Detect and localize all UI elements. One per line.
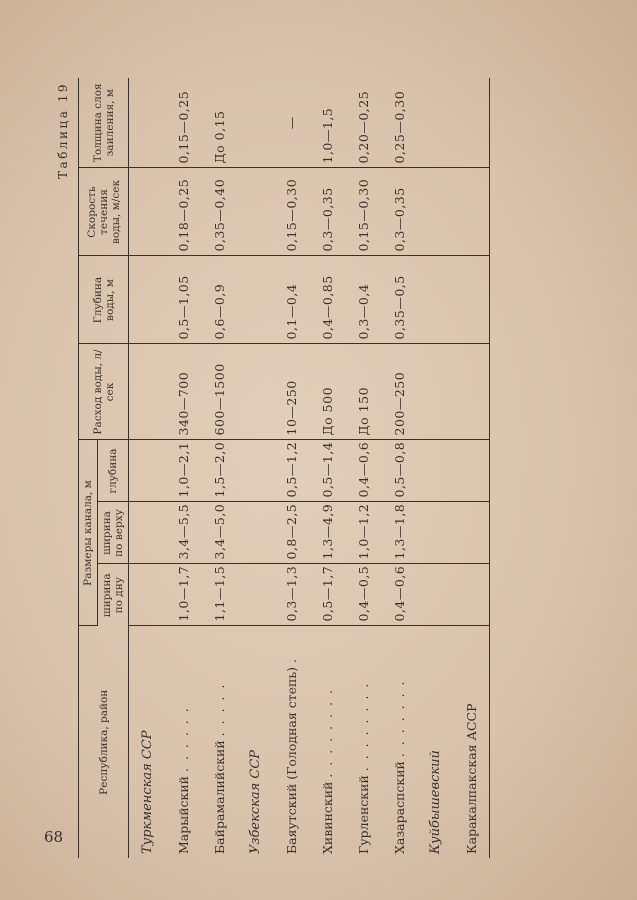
top-width-cell: 0,8—2,5 — [273, 502, 309, 564]
flow-rate-cell — [453, 344, 490, 440]
region-name: Баяутский (Голодная степь) — [283, 666, 299, 854]
flow-rate-cell: До 150 — [345, 344, 381, 440]
leader-dots: . . . . . . . . — [319, 688, 335, 778]
top-width-cell: 1,3—1,8 — [381, 502, 417, 564]
silt-thickness-cell: 0,25—0,30 — [381, 78, 417, 168]
velocity-cell — [453, 168, 490, 256]
section-row — [237, 78, 273, 858]
region-cell — [309, 626, 345, 858]
silt-thickness-cell: До 0,15 — [201, 78, 237, 168]
header-bottom-width: ширина по дну — [98, 564, 129, 626]
depth-cell: 0,5—1,2 — [273, 440, 309, 502]
top-width-cell: 1,0—1,2 — [345, 502, 381, 564]
depth-cell: 0,5—0,8 — [381, 440, 417, 502]
header-row-1 — [79, 78, 98, 858]
flow-rate-cell: 10—250 — [273, 344, 309, 440]
header-velocity: Скорость течения воды, м/сек — [79, 168, 129, 256]
bottom-width-cell: 1,0—1,7 — [165, 564, 201, 626]
bottom-width-cell: 0,3—1,3 — [273, 564, 309, 626]
velocity-cell: 0,3—0,35 — [309, 168, 345, 256]
table-row — [165, 78, 201, 858]
depth-cell: 0,5—1,4 — [309, 440, 345, 502]
velocity-cell: 0,18—0,25 — [165, 168, 201, 256]
depth-cell: 0,4—0,6 — [345, 440, 381, 502]
top-width-cell: 3,4—5,0 — [201, 502, 237, 564]
rotated-table-block — [58, 78, 618, 858]
table-title: Таблица 19 — [56, 82, 70, 179]
water-depth-cell: 0,1—0,4 — [273, 256, 309, 344]
leader-dots: . . . . . . — [175, 706, 191, 772]
region-cell — [273, 626, 309, 858]
silt-thickness-cell: 0,20—0,25 — [345, 78, 381, 168]
header-channel-size: Размеры канала, м — [79, 440, 98, 626]
bottom-width-cell — [453, 564, 490, 626]
region-name: Байрамалийский — [211, 740, 227, 854]
silt-thickness-cell: 1,0—1,5 — [309, 78, 345, 168]
header-depth: глубина — [98, 440, 129, 502]
section-title: Туркменская ССР — [139, 730, 155, 854]
top-width-cell — [453, 502, 490, 564]
region-name: Хивинский — [319, 781, 335, 854]
leader-dots: . . . . . — [211, 682, 227, 737]
region-name: Хазараспский — [391, 761, 407, 854]
region-name: Гурленский — [355, 775, 371, 854]
region-cell — [201, 626, 237, 858]
header-top-width: ширина по верху — [98, 502, 129, 564]
flow-rate-cell: 200—250 — [381, 344, 417, 440]
water-depth-cell: 0,35—0,5 — [381, 256, 417, 344]
water-depth-cell: 0,3—0,4 — [345, 256, 381, 344]
flow-rate-cell: 600—1500 — [201, 344, 237, 440]
table-row — [201, 78, 237, 858]
header-water-depth: Глубина воды, м — [79, 256, 129, 344]
silt-thickness-cell — [453, 78, 490, 168]
water-depth-cell: 0,5—1,05 — [165, 256, 201, 344]
bottom-width-cell: 0,4—0,5 — [345, 564, 381, 626]
region-cell — [165, 626, 201, 858]
leader-dots: . . . . . . . . — [355, 681, 371, 772]
header-flow-rate: Расход воды, л/сек — [79, 344, 129, 440]
velocity-cell: 0,15—0,30 — [345, 168, 381, 256]
table-row — [309, 78, 345, 858]
top-width-cell: 1,3—4,9 — [309, 502, 345, 564]
section-title: Куйбышевский — [427, 750, 443, 854]
section-title: Узбекская ССР — [247, 749, 263, 854]
page-number: 68 — [44, 828, 64, 846]
leader-dots: . . . . . . . — [391, 679, 407, 758]
leader-dots: . — [283, 656, 299, 663]
header-region: Республика, район — [79, 626, 129, 858]
region-cell — [381, 626, 417, 858]
table-row — [273, 78, 309, 858]
header-silt-thickness: Толщина слоя заиления, м — [79, 78, 129, 168]
flow-rate-cell: 340—700 — [165, 344, 201, 440]
table-row — [345, 78, 381, 858]
table-row — [453, 78, 490, 858]
bottom-width-cell: 1,1—1,5 — [201, 564, 237, 626]
region-cell — [345, 626, 381, 858]
section-row — [129, 78, 166, 858]
velocity-cell: 0,15—0,30 — [273, 168, 309, 256]
depth-cell — [453, 440, 490, 502]
velocity-cell: 0,35—0,40 — [201, 168, 237, 256]
top-width-cell: 3,4—5,5 — [165, 502, 201, 564]
table-row — [381, 78, 417, 858]
region-name: Марыйский — [175, 775, 191, 854]
region-cell — [453, 626, 490, 858]
data-table — [78, 78, 490, 858]
bottom-width-cell: 0,5—1,7 — [309, 564, 345, 626]
water-depth-cell — [453, 256, 490, 344]
region-name: Каракалпакская АССР — [463, 703, 479, 854]
bottom-width-cell: 0,4—0,6 — [381, 564, 417, 626]
depth-cell: 1,0—2,1 — [165, 440, 201, 502]
depth-cell: 1,5—2,0 — [201, 440, 237, 502]
silt-thickness-cell: 0,15—0,25 — [165, 78, 201, 168]
flow-rate-cell: До 500 — [309, 344, 345, 440]
water-depth-cell: 0,4—0,85 — [309, 256, 345, 344]
velocity-cell: 0,3—0,35 — [381, 168, 417, 256]
section-row — [417, 78, 453, 858]
water-depth-cell: 0,6—0,9 — [201, 256, 237, 344]
silt-thickness-cell: — — [273, 78, 309, 168]
